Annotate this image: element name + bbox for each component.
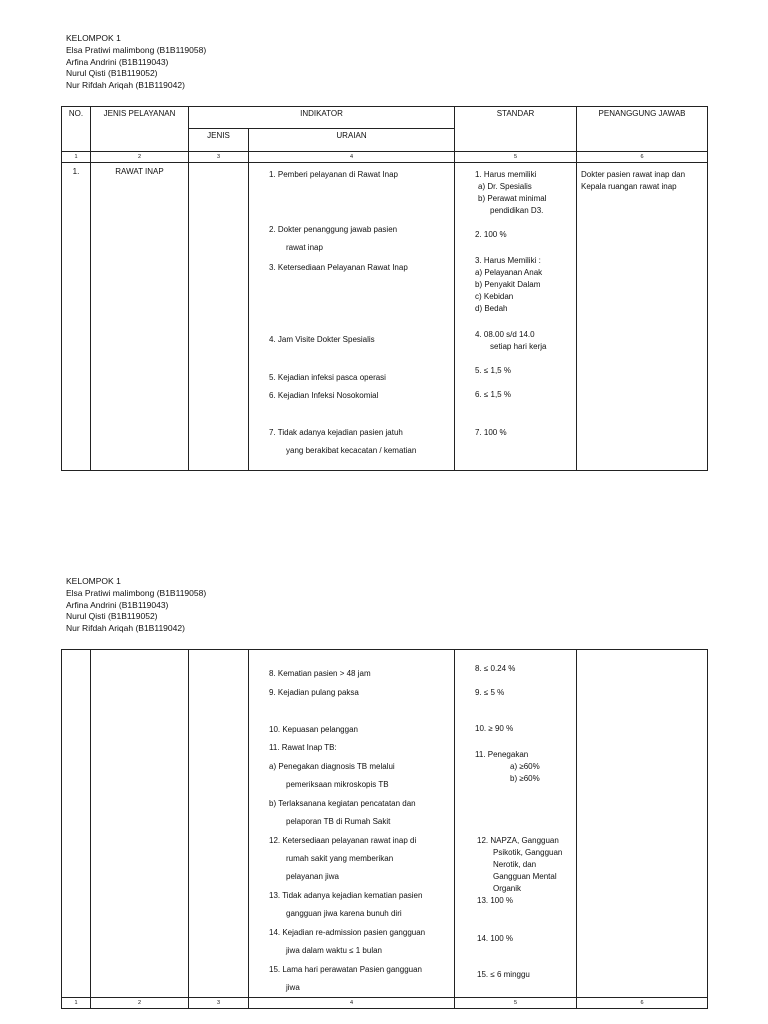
indicator-item: 3. Ketersediaan Pelayanan Rawat Inap: [269, 263, 408, 272]
standard-item: 8. ≤ 0.24 %: [475, 664, 516, 673]
column-number: 4: [249, 152, 455, 163]
standar-cell: [455, 650, 577, 998]
standard-item: 15. ≤ 6 minggu: [477, 970, 530, 979]
standard-item: b) ≥60%: [510, 774, 540, 783]
standard-item: Organik: [493, 884, 522, 893]
group-header-2: [66, 576, 206, 635]
standard-item: Psikotik, Gangguan: [493, 848, 563, 857]
indicator-item: 4. Jam Visite Dokter Spesialis: [269, 335, 375, 344]
header-jenis-pelayanan: JENIS PELAYANAN: [91, 107, 189, 152]
indicator-item: 6. Kejadian Infeksi Nosokomial: [269, 391, 379, 400]
member-name: Arfina Andrini (B1B119043): [66, 599, 169, 610]
service-standard-table-1: [61, 106, 708, 471]
service-standard-table-2: [61, 649, 708, 1009]
service-type: RAWAT INAP: [91, 163, 189, 471]
standard-item: 12. NAPZA, Gangguan: [477, 836, 559, 845]
standard-item: 6. ≤ 1,5 %: [475, 390, 511, 399]
member-name: Arfina Andrini (B1B119043): [66, 56, 169, 67]
standard-item: Gangguan Mental: [493, 872, 557, 881]
column-number: 1: [62, 152, 91, 163]
indicator-item: 7. Tidak adanya kejadian pasien jatuh: [269, 428, 403, 437]
jenis-cell: [189, 163, 249, 471]
indicator-item: a) Penegakan diagnosis TB melalui: [269, 762, 395, 771]
column-number: 2: [91, 152, 189, 163]
row-number-cell: [62, 650, 91, 998]
standard-item: Nerotik, dan: [493, 860, 537, 869]
indicator-item: 15. Lama hari perawatan Pasien gangguan: [269, 965, 422, 974]
standard-item: 10. ≥ 90 %: [475, 724, 514, 733]
indicator-item: 10. Kepuasan pelanggan: [269, 725, 358, 734]
indicator-item: 13. Tidak adanya kejadian kematian pasien: [269, 891, 423, 900]
header-jenis: JENIS: [189, 129, 249, 152]
standard-item: c) Kebidan: [475, 292, 514, 301]
standard-item: setiap hari kerja: [490, 342, 547, 351]
standard-item: 1. Harus memiliki: [475, 170, 537, 179]
column-number: 6: [577, 152, 708, 163]
standard-item: 13. 100 %: [477, 896, 514, 905]
indicator-item: 12. Ketersediaan pelayanan rawat inap di: [269, 836, 417, 845]
standard-item: b) Penyakit Dalam: [475, 280, 541, 289]
jenis-cell: [189, 650, 249, 998]
indicator-item: jiwa: [286, 983, 300, 992]
penanggung-jawab-cell: [577, 650, 708, 998]
indicator-item: jiwa dalam waktu ≤ 1 bulan: [286, 946, 382, 955]
column-number: 5: [455, 152, 577, 163]
header-penanggung-jawab: PENANGGUNG JAWAB: [577, 107, 708, 152]
indicator-item: 9. Kejadian pulang paksa: [269, 688, 359, 697]
column-number: 6: [577, 998, 708, 1009]
service-type-cell: [91, 650, 189, 998]
column-number: 3: [189, 152, 249, 163]
header-standar: STANDAR: [455, 107, 577, 152]
standard-item: 11. Penegakan: [475, 750, 529, 759]
member-name: Nurul Qisti (B1B119052): [66, 68, 158, 79]
indicator-item: pelaporan TB di Rumah Sakit: [286, 817, 391, 826]
indicator-item: 11. Rawat Inap TB:: [269, 743, 337, 752]
column-number: 2: [91, 998, 189, 1009]
indicator-item: rumah sakit yang memberikan: [286, 854, 394, 863]
row-number: 1.: [62, 163, 91, 471]
header-uraian: URAIAN: [249, 129, 455, 152]
member-name: Nur Rifdah Ariqah (B1B119042): [66, 623, 185, 634]
indicator-item: yang berakibat kecacatan / kematian: [286, 446, 417, 455]
group-title: KELOMPOK 1: [66, 576, 121, 586]
indicator-item: 5. Kejadian infeksi pasca operasi: [269, 373, 386, 382]
indicator-item: 2. Dokter penanggung jawab pasien: [269, 225, 398, 234]
uraian-cell: [249, 163, 455, 471]
column-number: 1: [62, 998, 91, 1009]
standard-item: a) Dr. Spesialis: [478, 182, 532, 191]
standard-item: 14. 100 %: [477, 934, 514, 943]
indicator-item: pelayanan jiwa: [286, 872, 339, 881]
indicator-item: rawat inap: [286, 243, 323, 252]
column-number: 5: [455, 998, 577, 1009]
standard-item: 9. ≤ 5 %: [475, 688, 505, 697]
member-name: Elsa Pratiwi malimbong (B1B119058): [66, 587, 207, 598]
header-no: NO.: [62, 107, 91, 152]
standard-item: 5. ≤ 1,5 %: [475, 366, 511, 375]
group-title: KELOMPOK 1: [66, 33, 121, 43]
indicator-item: pemeriksaan mikroskopis TB: [286, 780, 389, 789]
standard-item: a) ≥60%: [510, 762, 540, 771]
indicator-item: 8. Kematian pasien > 48 jam: [269, 669, 371, 678]
responsible-party: Dokter pasien rawat inap dan Kepala ruangan rawat inap: [581, 170, 686, 191]
column-number: 4: [249, 998, 455, 1009]
indicator-item: 14. Kejadian re-admission pasien gangguan: [269, 928, 426, 937]
standard-item: 2. 100 %: [475, 230, 507, 239]
standard-item: 4. 08.00 s/d 14.0: [475, 330, 535, 339]
standard-item: b) Perawat minimal: [478, 194, 547, 203]
standard-item: 7. 100 %: [475, 428, 507, 437]
member-name: Nur Rifdah Ariqah (B1B119042): [66, 80, 185, 91]
penanggung-jawab-cell: [577, 163, 708, 471]
group-header-1: [66, 33, 206, 92]
column-number: 3: [189, 998, 249, 1009]
indicator-item: gangguan jiwa karena bunuh diri: [286, 909, 402, 918]
standard-item: a) Pelayanan Anak: [475, 268, 543, 277]
indicator-item: 1. Pemberi pelayanan di Rawat Inap: [269, 170, 398, 179]
standard-item: pendidikan D3.: [490, 206, 544, 215]
member-name: Elsa Pratiwi malimbong (B1B119058): [66, 44, 207, 55]
indicator-item: b) Terlaksanana kegiatan pencatatan dan: [269, 799, 416, 808]
member-name: Nurul Qisti (B1B119052): [66, 611, 158, 622]
standard-item: 3. Harus Memiliki :: [475, 256, 541, 265]
header-indikator: INDIKATOR: [189, 107, 455, 129]
standard-item: d) Bedah: [475, 304, 508, 313]
